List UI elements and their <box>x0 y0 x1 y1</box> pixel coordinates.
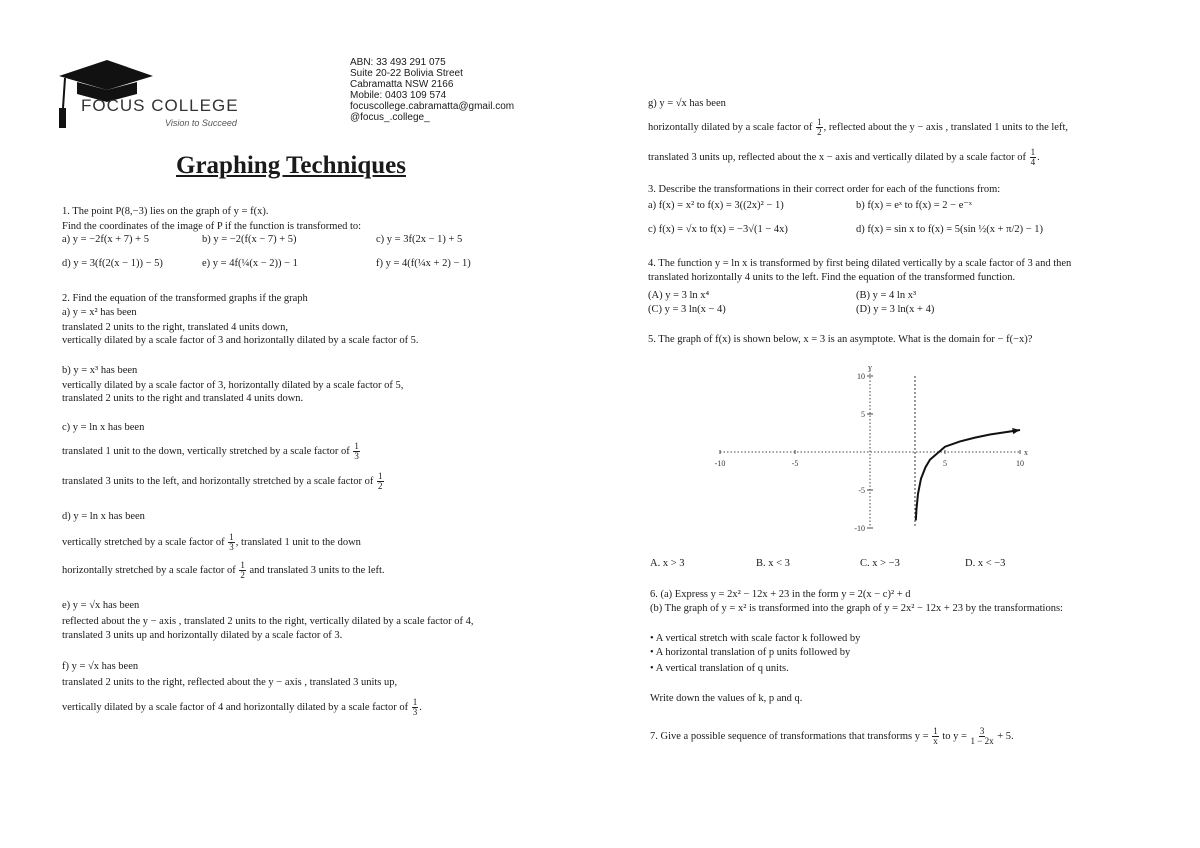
contact-address: Suite 20-22 Bolivia Street <box>350 68 463 79</box>
q3b: b) f(x) = eˣ to f(x) = 2 − e⁻ˣ <box>856 200 972 211</box>
contact-mobile: Mobile: 0403 109 574 <box>350 90 447 101</box>
logo-tagline: Vision to Succeed <box>165 118 237 128</box>
y-axis-label: y <box>868 363 872 372</box>
y-tick-label: -10 <box>854 524 865 533</box>
q2a-line1: translated 2 units to the right, translated 4 units down, <box>62 322 289 333</box>
q4-option-d: (D) y = 3 ln(x + 4) <box>856 304 935 315</box>
x-tick-label: 5 <box>943 459 947 468</box>
y-tick-label: -5 <box>858 486 865 495</box>
q2a-line2: vertically dilated by a scale factor of 3 and horizontally dilated by a scale factor of 5. <box>62 335 419 346</box>
x-tick-label: 10 <box>1016 459 1024 468</box>
q5-option-d: D. x < −3 <box>965 558 1006 569</box>
q2g-head: g) y = √x has been <box>648 98 726 109</box>
fraction-one-third: $\frac{1}{3}$ <box>412 697 418 717</box>
fraction-one-quarter: $\frac{1}{4}$ <box>1030 147 1036 167</box>
q2-intro: 2. Find the equation of the transformed graphs if the graph <box>62 293 308 304</box>
q2e-head: e) y = √x has been <box>62 600 140 611</box>
q2b-line1: vertically dilated by a scale factor of 3, horizontally dilated by a scale factor of 5, <box>62 380 404 391</box>
q2e-line2: translated 3 units up and horizontally dilated by a scale factor of 3. <box>62 630 343 641</box>
q3d: d) f(x) = sin x to f(x) = 5(sin ½(x + π/2) − 1) <box>856 224 1044 235</box>
q4-option-c: (C) y = 3 ln(x − 4) <box>648 304 726 315</box>
fraction-one-third: $\frac{1}{3}$ <box>229 532 234 552</box>
contact-block <box>350 57 514 123</box>
logo-name: FOCUS COLLEGE <box>81 96 239 115</box>
q2d-line2: horizontally stretched by a scale factor of $\frac{1}{2}$ and translated 3 units to the left. <box>62 560 385 580</box>
x-tick-label: -10 <box>714 459 726 468</box>
q3-intro: 3. Describe the transformations in their correct order for each of the functions from: <box>648 184 1001 195</box>
q4-line1: 4. The function y = ln x is transformed by first being dilated vertically by a scale factor of 3 and then <box>648 258 1072 269</box>
fraction-three-over-one-minus-2x: $\frac{3}{1 - 2x}$ <box>970 726 994 746</box>
contact-social: @focus_.college_ <box>350 112 430 123</box>
q7: 7. Give a possible sequence of transformations that transforms y = $\frac{1}{x}$ to y = $\frac{3}{1 - 2x}$ + 5. <box>650 726 1014 746</box>
fraction-one-third: $\frac{1}{3}$ <box>354 441 359 461</box>
q1-instruction: Find the coordinates of the image of P if the function is transformed to: <box>62 221 362 232</box>
q2d-head: d) y = ln x has been <box>62 511 145 522</box>
q5-line1: 5. The graph of f(x) is shown below, x = 3 is an asymptote. What is the domain for − f(−x)? <box>648 334 1033 345</box>
q5-option-a: A. x > 3 <box>650 558 685 569</box>
q4-option-a: (A) y = 3 ln x⁴ <box>648 290 710 301</box>
contact-suburb: Cabramatta NSW 2166 <box>350 79 454 90</box>
y-tick-label: 10 <box>857 372 865 381</box>
y-tick-label: 5 <box>861 410 865 419</box>
q2f-head: f) y = √x has been <box>62 661 139 672</box>
contact-abn: ABN: 33 493 291 075 <box>350 57 446 68</box>
college-logo <box>55 58 275 130</box>
page-title: Graphing Techniques <box>176 152 406 179</box>
q2c-line1: translated 1 unit to the down, vertically stretched by a scale factor of $\frac{1}{3}$ <box>62 441 359 461</box>
q6-bullet-3: • A vertical translation of q units. <box>650 663 789 674</box>
q1a: a) y = −2f(x + 7) + 5 <box>62 234 149 245</box>
function-curve <box>916 430 1020 520</box>
q6a: 6. (a) Express y = 2x² − 12x + 23 in the form y = 2(x − c)² + d <box>650 589 911 600</box>
q2g-line2: translated 3 units up, reflected about the x − axis and vertically dilated by a scale factor of $\frac{1}{4}$ . <box>648 147 1040 167</box>
q2b-line2: translated 2 units to the right and translated 4 units down. <box>62 393 304 404</box>
q2b-head: b) y = x³ has been <box>62 365 138 376</box>
fraction-one-half: $\frac{1}{2}$ <box>240 560 245 580</box>
x-tick-label: -5 <box>791 459 799 468</box>
q6b: (b) The graph of y = x² is transformed into the graph of y = 2x² − 12x + 23 by the transformations: <box>650 603 1063 614</box>
q1-intro: 1. The point P(8,−3) lies on the graph of y = f(x). <box>62 206 269 217</box>
q4-line2: translated horizontally 4 units to the left. Find the equation of the transformed function. <box>648 272 1016 283</box>
q1b: b) y = −2(f(x − 7) + 5) <box>202 234 297 245</box>
q4-option-b: (B) y = 4 ln x³ <box>856 290 917 301</box>
q1c: c) y = 3f(2x − 1) + 5 <box>376 234 463 245</box>
q6-bullet-2: • A horizontal translation of p units followed by <box>650 647 851 658</box>
q6-bullet-1: • A vertical stretch with scale factor k followed by <box>650 633 861 644</box>
q3a: a) f(x) = x² to f(x) = 3((2x)² − 1) <box>648 200 784 211</box>
graduation-cap-icon <box>55 58 165 130</box>
fraction-one-half: $\frac{1}{2}$ <box>817 117 822 137</box>
q5-graph <box>700 362 1040 542</box>
q2f-line2: vertically dilated by a scale factor of 4 and horizontally dilated by a scale factor of $\frac{1}{3}$ . <box>62 697 422 717</box>
x-axis-label: x <box>1024 448 1028 457</box>
fraction-one-half: $\frac{1}{2}$ <box>378 471 383 491</box>
q2g-line1: horizontally dilated by a scale factor of $\frac{1}{2}$ , reflected about the y − axis , translated 1 units to the left, <box>648 117 1068 137</box>
q5-option-b: B. x < 3 <box>756 558 790 569</box>
q2d-line1: vertically stretched by a scale factor of $\frac{1}{3}$ , translated 1 unit to the down <box>62 532 361 552</box>
fraction-one-over-x: $\frac{1}{x}$ <box>933 726 938 746</box>
q6-final: Write down the values of k, p and q. <box>650 693 803 704</box>
q1e: e) y = 4f(¼(x − 2)) − 1 <box>202 258 298 269</box>
q2a-head: a) y = x² has been <box>62 307 137 318</box>
q3c: c) f(x) = √x to f(x) = −3√(1 − 4x) <box>648 224 788 235</box>
q2c-line2: translated 3 units to the left, and horizontally stretched by a scale factor of $\frac{1}{2}$ <box>62 471 383 491</box>
contact-email: focuscollege.cabramatta@gmail.com <box>350 101 515 112</box>
q5-option-c: C. x > −3 <box>860 558 900 569</box>
q1d: d) y = 3(f(2(x − 1)) − 5) <box>62 258 163 269</box>
q2c-head: c) y = ln x has been <box>62 422 145 433</box>
q2e-line1: reflected about the y − axis , translated 2 units to the right, vertically dilated by a scale factor of 4, <box>62 616 474 627</box>
q1f: f) y = 4(f(¼x + 2) − 1) <box>376 258 471 269</box>
q2f-line1: translated 2 units to the right, reflected about the y − axis , translated 3 units up, <box>62 677 398 688</box>
